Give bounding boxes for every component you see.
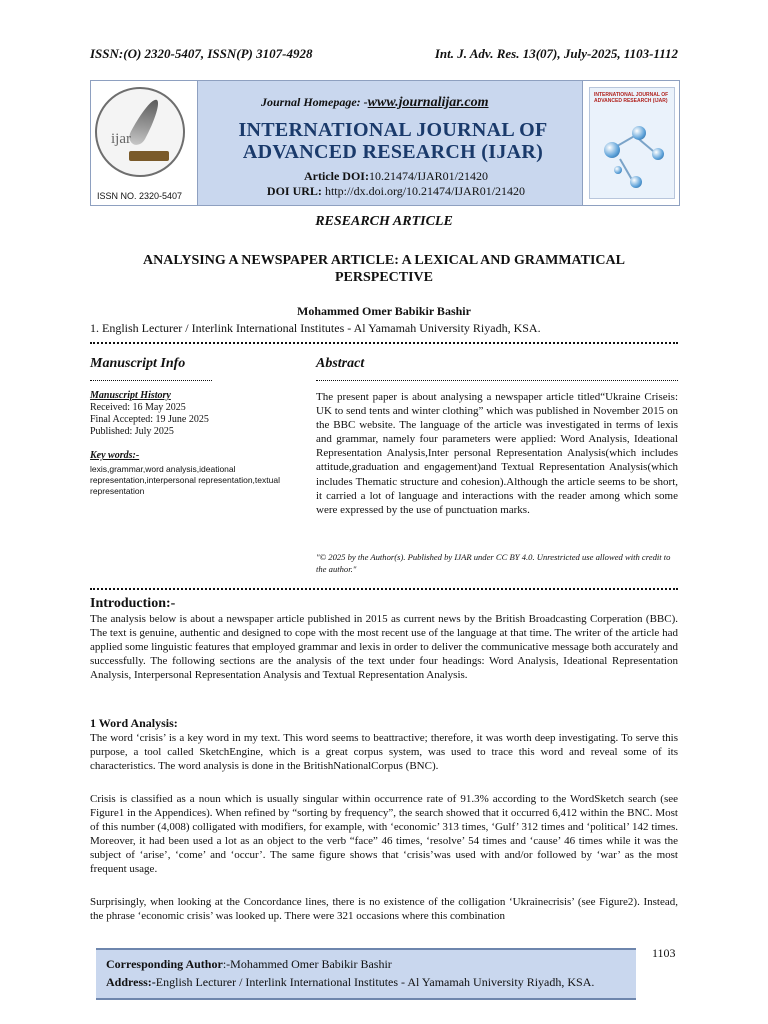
divider	[316, 376, 678, 381]
cover-title: INTERNATIONAL JOURNAL OF ADVANCED RESEARCH (IJAR)	[594, 92, 669, 104]
license-note: "© 2025 by the Author(s). Published by IJAR under CC BY 4.0. Unrestricted use allowed with credit to the author."	[316, 552, 671, 574]
body-paragraph: Crisis is classified as a noun which is usually singular within occurrence rate of 91.3% according to the WordSketch search (see Figure1 in the Appendices). When refined by “sorting by frequency”, the search showed that it occurred 6,412 within the BNC. Most of this number (4,008) colligated with modifiers, for example, with ‘economic’ 313 times, ‘Gulf’ 312 times and ‘political’ 142 times. Moreover, it had been used a lot as an object to the verb “face” 46 times, ‘resolve’ 54 times and ‘cause’ 46 times while it was the subject of ‘arise’, ‘come’ and ‘occur’. The same figure shows that ‘crisis’was used with and/or followed by ‘war’ as the most frequent usage.	[90, 793, 678, 876]
logo-text: ijar	[111, 131, 131, 147]
journal-masthead	[90, 80, 680, 206]
keywords-label: Key words:-	[90, 450, 140, 461]
issn-line: ISSN:(O) 2320-5407, ISSN(P) 3107-4928	[90, 46, 313, 61]
journal-cover-image	[589, 87, 675, 199]
doi-value: 10.21474/IJAR01/21420	[368, 169, 488, 183]
published-date: Published: July 2025	[90, 426, 174, 437]
homepage-label: Journal Homepage: -	[261, 95, 368, 109]
molecule-icon	[604, 142, 620, 158]
journal-homepage	[261, 95, 489, 111]
corresponding-author-value: :-Mohammed Omer Babikir Bashir	[222, 957, 392, 971]
address-value: English Lecturer / Interlink International Institutes - Al Yamamah University Riyadh, KSA.	[155, 975, 595, 989]
manuscript-history-label: Manuscript History	[90, 390, 171, 401]
word-analysis-heading: 1 Word Analysis:	[90, 716, 178, 730]
introduction-heading: Introduction:-	[90, 596, 176, 611]
abstract-text: The present paper is about analysing a newspaper article titled“Ukraine Criseis: UK to send tents and winter clothing” which was published in November 2015 on the BBC website. The language of the article was investigated in terms of lexis and grammar, namely four parameters were applied: Word Analysis, Ideational Representation Analysis,Inter personal Representation Analysis(which includes attitude,graduation and engagement)and Textual Representation Analysis(which includes Thematic structure and cohesion).Although the article seems to be short, it carried a lot of language and interactions with the reader among which some were expressed by the use of punctuation marks.	[316, 391, 678, 516]
author-address	[106, 975, 594, 990]
issn-number: ISSN NO. 2320-5407	[97, 191, 183, 201]
cover-panel	[582, 81, 679, 205]
journal-title: INTERNATIONAL JOURNAL OF ADVANCED RESEARCH (IJAR)	[238, 119, 548, 163]
article-type: RESEARCH ARTICLE	[315, 214, 453, 229]
author-name: Mohammed Omer Babikir Bashir	[297, 304, 471, 318]
accepted-date: Final Accepted: 19 June 2025	[90, 414, 209, 425]
quill-icon	[126, 96, 164, 148]
body-paragraph: The word ‘crisis’ is a key word in my text. This word seems to beattractive; therefore, it was worth deep investigating. To serve this purpose, a tool called SketchEngine, which is a great corpus system, was used to trace this word and reveal some of its characteristics. The word analysis is done in the BritishNationalCorpus (BNC).	[90, 732, 678, 773]
section-divider	[90, 336, 678, 344]
corresponding-author	[106, 957, 392, 972]
keywords: lexis,grammar,word analysis,ideational representation,interpersonal representation,textual representation	[90, 464, 280, 496]
received-date: Received: 16 May 2025	[90, 402, 186, 413]
section-divider	[90, 582, 678, 590]
doi-url-label: DOI URL:	[266, 184, 322, 198]
address-label: Address:-	[106, 975, 156, 989]
author-affiliation: 1. English Lecturer / Interlink International Institutes - Al Yamamah University Riyadh, KSA.	[90, 321, 541, 335]
ijar-logo	[95, 87, 185, 177]
homepage-link[interactable]: www.journalijar.com	[367, 95, 489, 110]
page-number: 1103	[652, 946, 676, 960]
manuscript-info	[90, 390, 300, 497]
book-icon	[129, 151, 169, 161]
doi-block	[221, 169, 571, 199]
running-header	[90, 46, 678, 64]
manuscript-info-heading: Manuscript Info	[90, 356, 186, 371]
corresponding-author-box	[96, 948, 636, 1000]
corresponding-author-label: Corresponding Author	[106, 957, 223, 971]
logo-panel	[91, 81, 198, 205]
doi-label: Article DOI:	[304, 169, 369, 183]
divider	[90, 376, 212, 381]
abstract-heading: Abstract	[316, 356, 365, 371]
doi-url-link[interactable]: http://dx.doi.org/10.21474/IJAR01/21420	[324, 184, 526, 198]
introduction-paragraph: The analysis below is about a newspaper article published in 2015 as current news by the British Broadcasting Corperation (BBC). The text is genuine, authentic and designed to cope with the most recent use of the language at that time. The writer of the article had applied some linguistic features that employed grammar and lexis in order to deliver the communicative message both accurately and successfully. The following sections are the analysis of the text under four headings: Word Analysis, Ideational Representation Analysis, Interpersonal Representation Analysis and Textual Representation Analysis.	[90, 613, 678, 682]
citation-line: Int. J. Adv. Res. 13(07), July-2025, 1103-1112	[434, 46, 678, 61]
article-title: ANALYSING A NEWSPAPER ARTICLE: A LEXICAL AND GRAMMATICAL PERSPECTIVE	[143, 253, 625, 285]
body-paragraph: Surprisingly, when looking at the Concordance lines, there is no existence of the colligation ‘Ukrainecrisis’ (see Figure2). Instead, the phrase ‘economic crisis’ was looked up. There were 321 occasions where this combination	[90, 896, 678, 923]
